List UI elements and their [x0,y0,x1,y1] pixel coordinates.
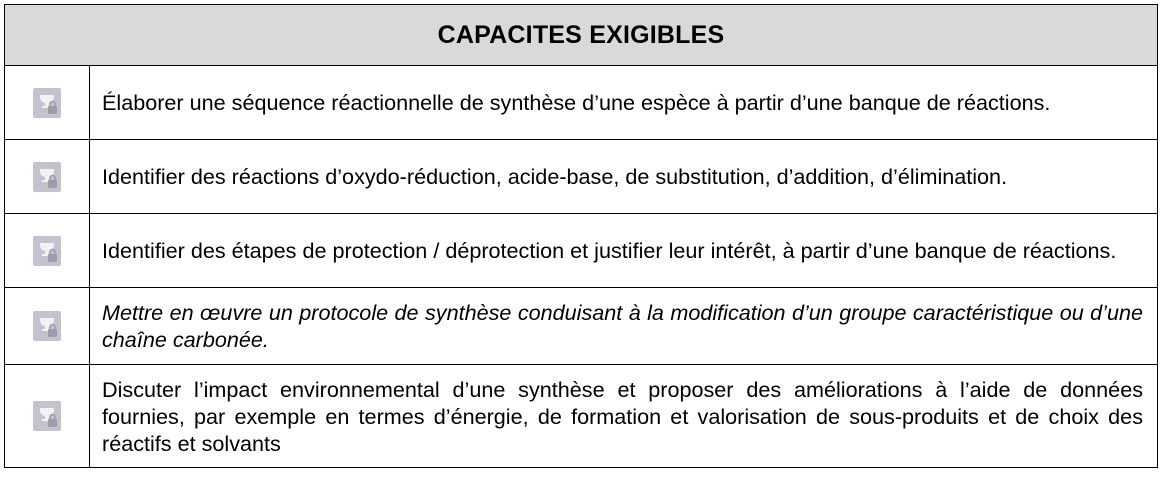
icon-cell [5,140,90,213]
table-row [5,365,1157,467]
capacity-text: Identifier des étapes de protection / déprotection et justifier leur intérêt, à partir d’une banque de réactions. [102,238,1117,263]
trophy-lock-icon[interactable] [33,236,61,266]
capacity-text: Discuter l’impact environnemental d’une synthèse et proposer des améliorations à l’aide de données fournies, par exemple en termes d’énergie, de formation et valorisation de sous-produits et de choix des réactifs et solvants [102,376,1143,456]
table-header [5,5,1157,66]
trophy-lock-icon[interactable] [33,162,61,192]
table-row [5,140,1157,214]
trophy-lock-icon[interactable] [33,311,61,341]
icon-cell [5,214,90,287]
header-title: CAPACITES EXIGIBLES [437,20,725,49]
table-row [5,214,1157,288]
trophy-lock-icon[interactable] [33,88,61,118]
capacities-table [4,4,1158,468]
trophy-lock-icon[interactable] [33,401,61,431]
icon-cell [5,66,90,139]
capacity-text: Mettre en œuvre un protocole de synthèse conduisant à la modification d’un groupe caractéristique ou d’une chaîne carbonée. [102,300,1143,352]
table-row [5,66,1157,140]
table-row [5,288,1157,365]
icon-cell [5,365,90,467]
capacity-text: Élaborer une séquence réactionnelle de synthèse d’une espèce à partir d’une banque de réactions. [102,90,1051,115]
capacity-text: Identifier des réactions d’oxydo-réduction, acide-base, de substitution, d’addition, d’élimination. [102,164,1008,189]
icon-cell [5,288,90,364]
